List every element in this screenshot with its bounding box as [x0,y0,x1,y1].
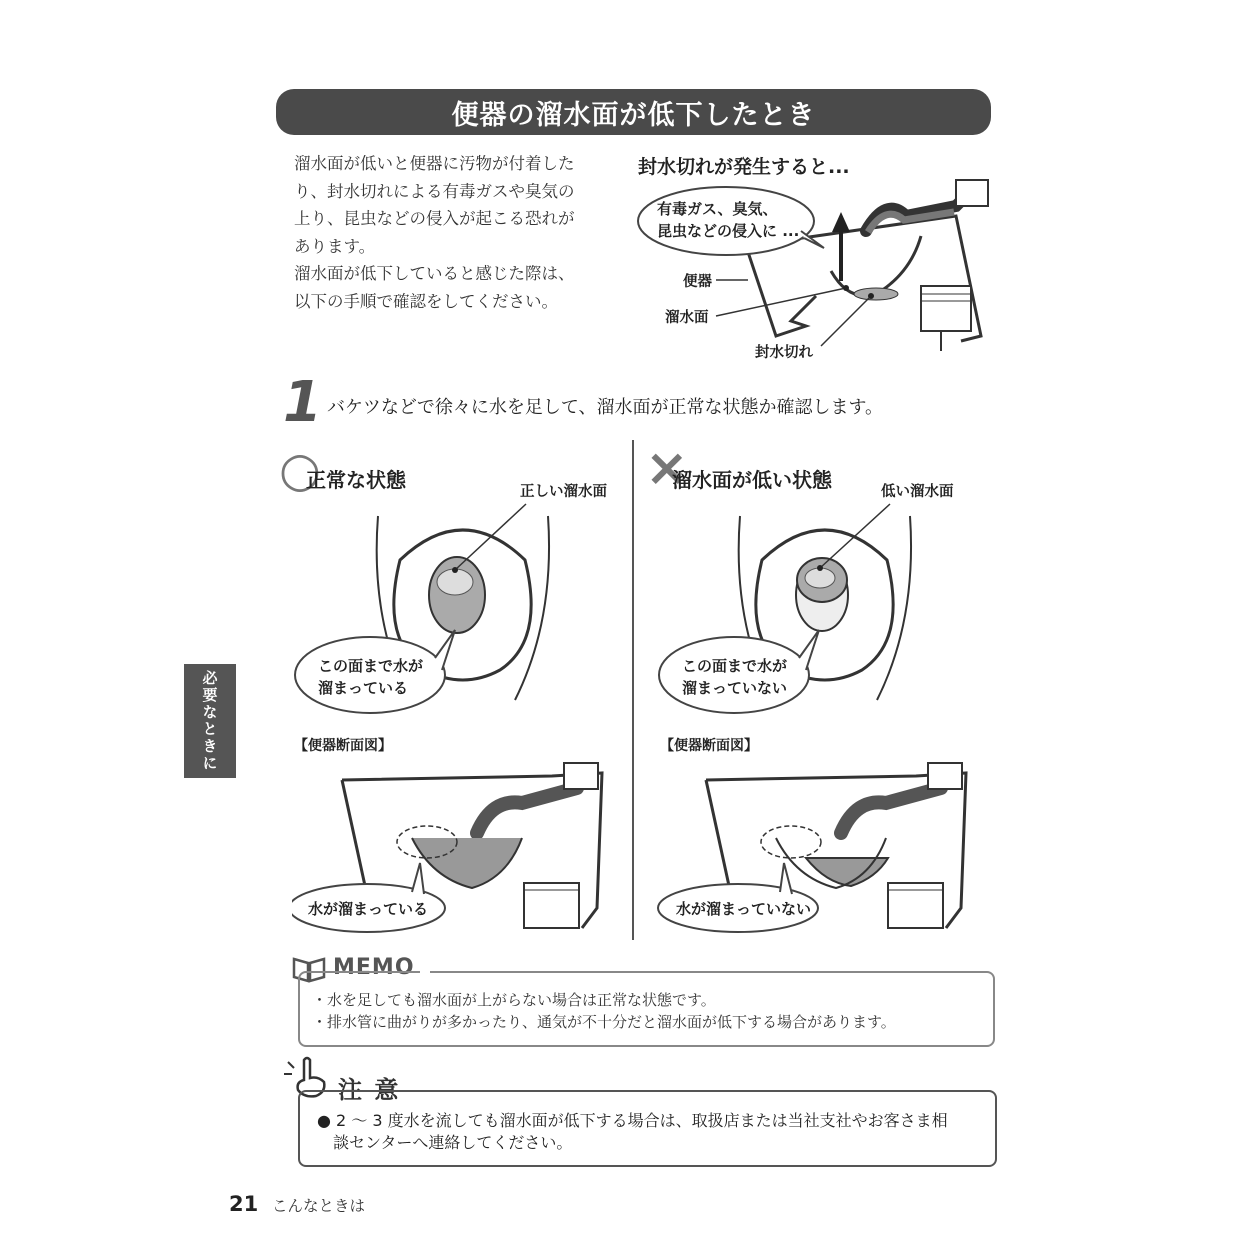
normal-bubble-text: この面まで水が 溜まっている [318,657,424,697]
ng-mark-icon: × [645,438,689,498]
page-title: 便器の溜水面が低下したとき [276,89,991,135]
ok-mark-icon: ○ [279,442,321,498]
label-water-surface: 溜水面 [665,310,709,326]
memo-gap [420,965,430,977]
normal-water-label: 正しい溜水面 [520,484,607,500]
memo-heading: MEMO [333,955,415,980]
label-bowl: 便器 [683,274,712,290]
intro-text [294,150,624,315]
normal-section-label: 【便器断面図】 [294,738,392,754]
normal-heading: 正常な状態 [306,468,406,492]
label-seal-loss: 封水切れ [755,345,813,361]
step-text: バケツなどで徐々に水を足して、溜水面が正常な状態か確認します。 [327,397,884,418]
intro-line: 以下の手順で確認をしてください。 [294,291,558,311]
side-tab: 必要なときに [184,664,236,778]
seal-diagram-heading: 封水切れが発生すると... [638,156,850,178]
intro-line: 溜水面が低いと便器に汚物が付着した [294,154,575,173]
normal-section-bubble: 水が溜まっている [308,900,429,918]
footer-section: こんなときは [272,1197,366,1215]
step-number: 1 [283,370,322,435]
memo-item: ・排水管に曲がりが多かったり、通気が不十分だと溜水面が低下する場合があります。 [312,1013,896,1031]
low-water-label: 低い溜水面 [881,484,954,500]
caution-line: 談センターへ連絡してください。 [333,1133,573,1152]
caution-heading: 注 意 [338,1076,401,1104]
low-bubble-text: この面まで水が 溜まっていない [682,657,788,697]
page-number: 21 [229,1192,259,1216]
caution-line: ● 2 〜 3 度水を流しても溜水面が低下する場合は、取扱店または当社支社やお客さま相 [317,1111,948,1130]
low-heading: 溜水面が低い状態 [672,468,832,492]
intro-line: り、封水切れによる有毒ガスや臭気の [294,181,575,201]
memo-item: ・水を足しても溜水面が上がらない場合は正常な状態です。 [312,991,716,1009]
seal-bubble-text: 有毒ガス、臭気、 昆虫などの侵入に ... [657,200,800,240]
intro-line: 上り、昆虫などの侵入が起こる恐れが [294,209,575,228]
intro-line: 溜水面が低下していると感じた際は、 [294,264,575,283]
low-section-bubble: 水が溜まっていない [676,900,812,918]
intro-line: あります。 [294,236,376,256]
column-divider [632,440,634,940]
low-section-label: 【便器断面図】 [660,738,758,754]
